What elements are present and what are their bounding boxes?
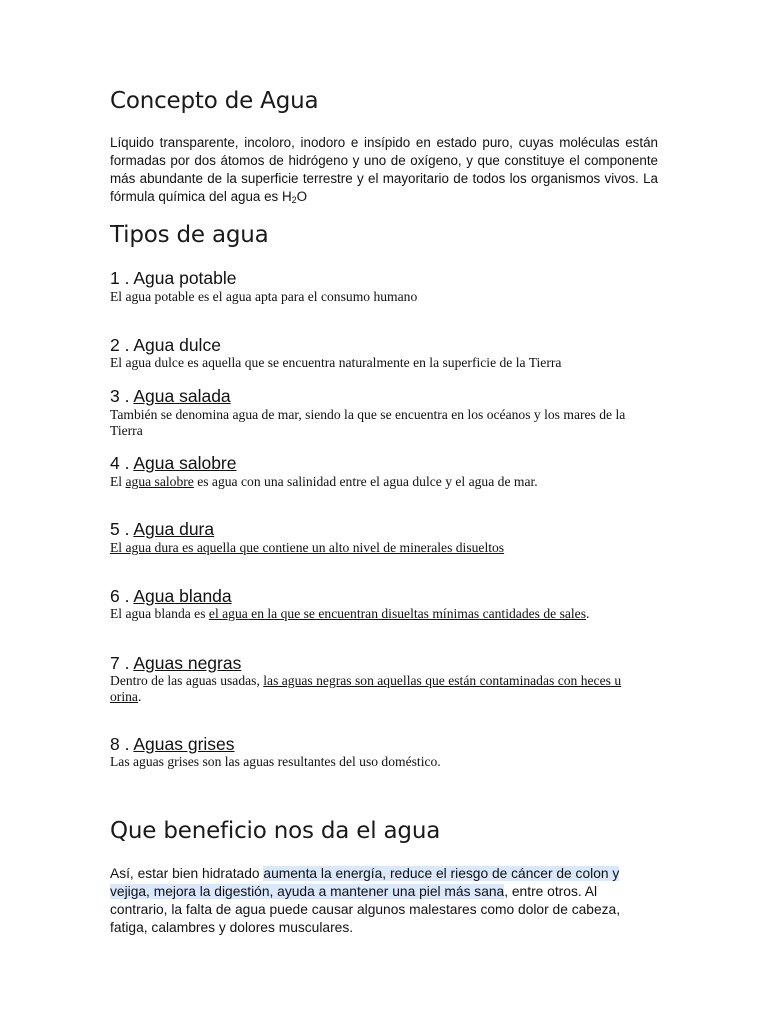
item-name-link[interactable]: Aguas negras xyxy=(133,653,242,673)
desc-link[interactable]: las aguas negras son aquellas que están contaminadas con heces u orina xyxy=(110,673,622,704)
desc-text: Dentro de las aguas usadas, xyxy=(110,673,264,688)
item-desc-3: También se denomina agua de mar, siendo la que se encuentra en los océanos y los mares de la Tierra xyxy=(110,407,626,438)
formula-subscript: 2 xyxy=(291,195,297,205)
beneficio-text: , entre otros. Al contrario, la falta de agua puede causar algunos malestares como dolor de cabeza, fatiga, calambres y dolores musculares. xyxy=(110,884,621,935)
concepto-paragraph xyxy=(110,134,658,209)
desc-text: . xyxy=(137,689,142,704)
item-title-2 xyxy=(110,335,221,356)
item-desc-1: El agua potable es el agua apta para el consumo humano xyxy=(110,289,418,304)
item-number: 2 . xyxy=(110,335,134,355)
item-title-8 xyxy=(110,734,235,755)
item-name-link[interactable]: Agua salobre xyxy=(133,453,237,473)
item-title-1 xyxy=(110,268,237,289)
item-title-4 xyxy=(110,453,237,474)
item-desc-7 xyxy=(110,673,630,705)
item-desc-4 xyxy=(110,474,538,490)
item-title-3 xyxy=(110,386,231,407)
item-name-link[interactable]: Agua dura xyxy=(133,519,215,539)
desc-text: El agua blanda es xyxy=(110,606,209,621)
item-number: 7 . xyxy=(110,653,134,673)
item-title-6 xyxy=(110,586,232,607)
item-desc-8: Las aguas grises son las aguas resultantes del uso doméstico. xyxy=(110,754,441,769)
item-number: 8 . xyxy=(110,734,134,754)
item-number: 3 . xyxy=(110,386,134,406)
heading-tipos: Tipos de agua xyxy=(110,222,269,248)
item-number: 4 . xyxy=(110,453,134,473)
heading-beneficio: Que beneficio nos da el agua xyxy=(110,818,441,844)
item-name-link[interactable]: Agua salada xyxy=(133,386,231,406)
desc-link[interactable]: el agua en la que se encuentran disueltas mínimas cantidades de sales xyxy=(208,606,586,621)
formula-tail: O xyxy=(296,189,308,204)
beneficio-text: Así, estar bien hidratado xyxy=(110,866,264,881)
desc-text: es agua con una salinidad entre el agua dulce y el agua de mar. xyxy=(193,474,538,489)
heading-concepto: Concepto de Agua xyxy=(110,88,319,114)
item-name-link[interactable]: Aguas grises xyxy=(133,734,235,754)
item-name-link[interactable]: Agua blanda xyxy=(133,586,232,606)
item-number: 5 . xyxy=(110,519,134,539)
item-name: Agua potable xyxy=(133,268,237,288)
item-name: Agua dulce xyxy=(133,335,221,355)
desc-text: El xyxy=(110,474,126,489)
desc-text: . xyxy=(586,606,590,621)
highlighted-text: aumenta la energía, reduce el riesgo de cáncer de colon y vejiga, mejora la digestión, ayuda a mantener una piel más sana xyxy=(110,866,620,899)
desc-link[interactable]: agua salobre xyxy=(125,474,194,489)
beneficio-paragraph xyxy=(110,865,640,937)
item-desc-5[interactable]: El agua dura es aquella que contiene un alto nivel de minerales disueltos xyxy=(110,540,505,555)
concepto-text: Líquido transparente, incoloro, inodoro e insípido en estado puro, cuyas moléculas están formadas por dos átomos de hidrógeno y uno de oxígeno, y que constituye el componente más abundante de la superficie terrestre y el mayoritario de todos los organismos vivos. La fórmula química del agua es H xyxy=(110,135,658,204)
item-number: 1 . xyxy=(110,268,134,288)
item-number: 6 . xyxy=(110,586,134,606)
item-desc-6 xyxy=(110,606,589,622)
item-desc-2: El agua dulce es aquella que se encuentra naturalmente en la superficie de la Tierra xyxy=(110,355,562,370)
item-title-7 xyxy=(110,653,241,674)
item-title-5 xyxy=(110,519,214,540)
